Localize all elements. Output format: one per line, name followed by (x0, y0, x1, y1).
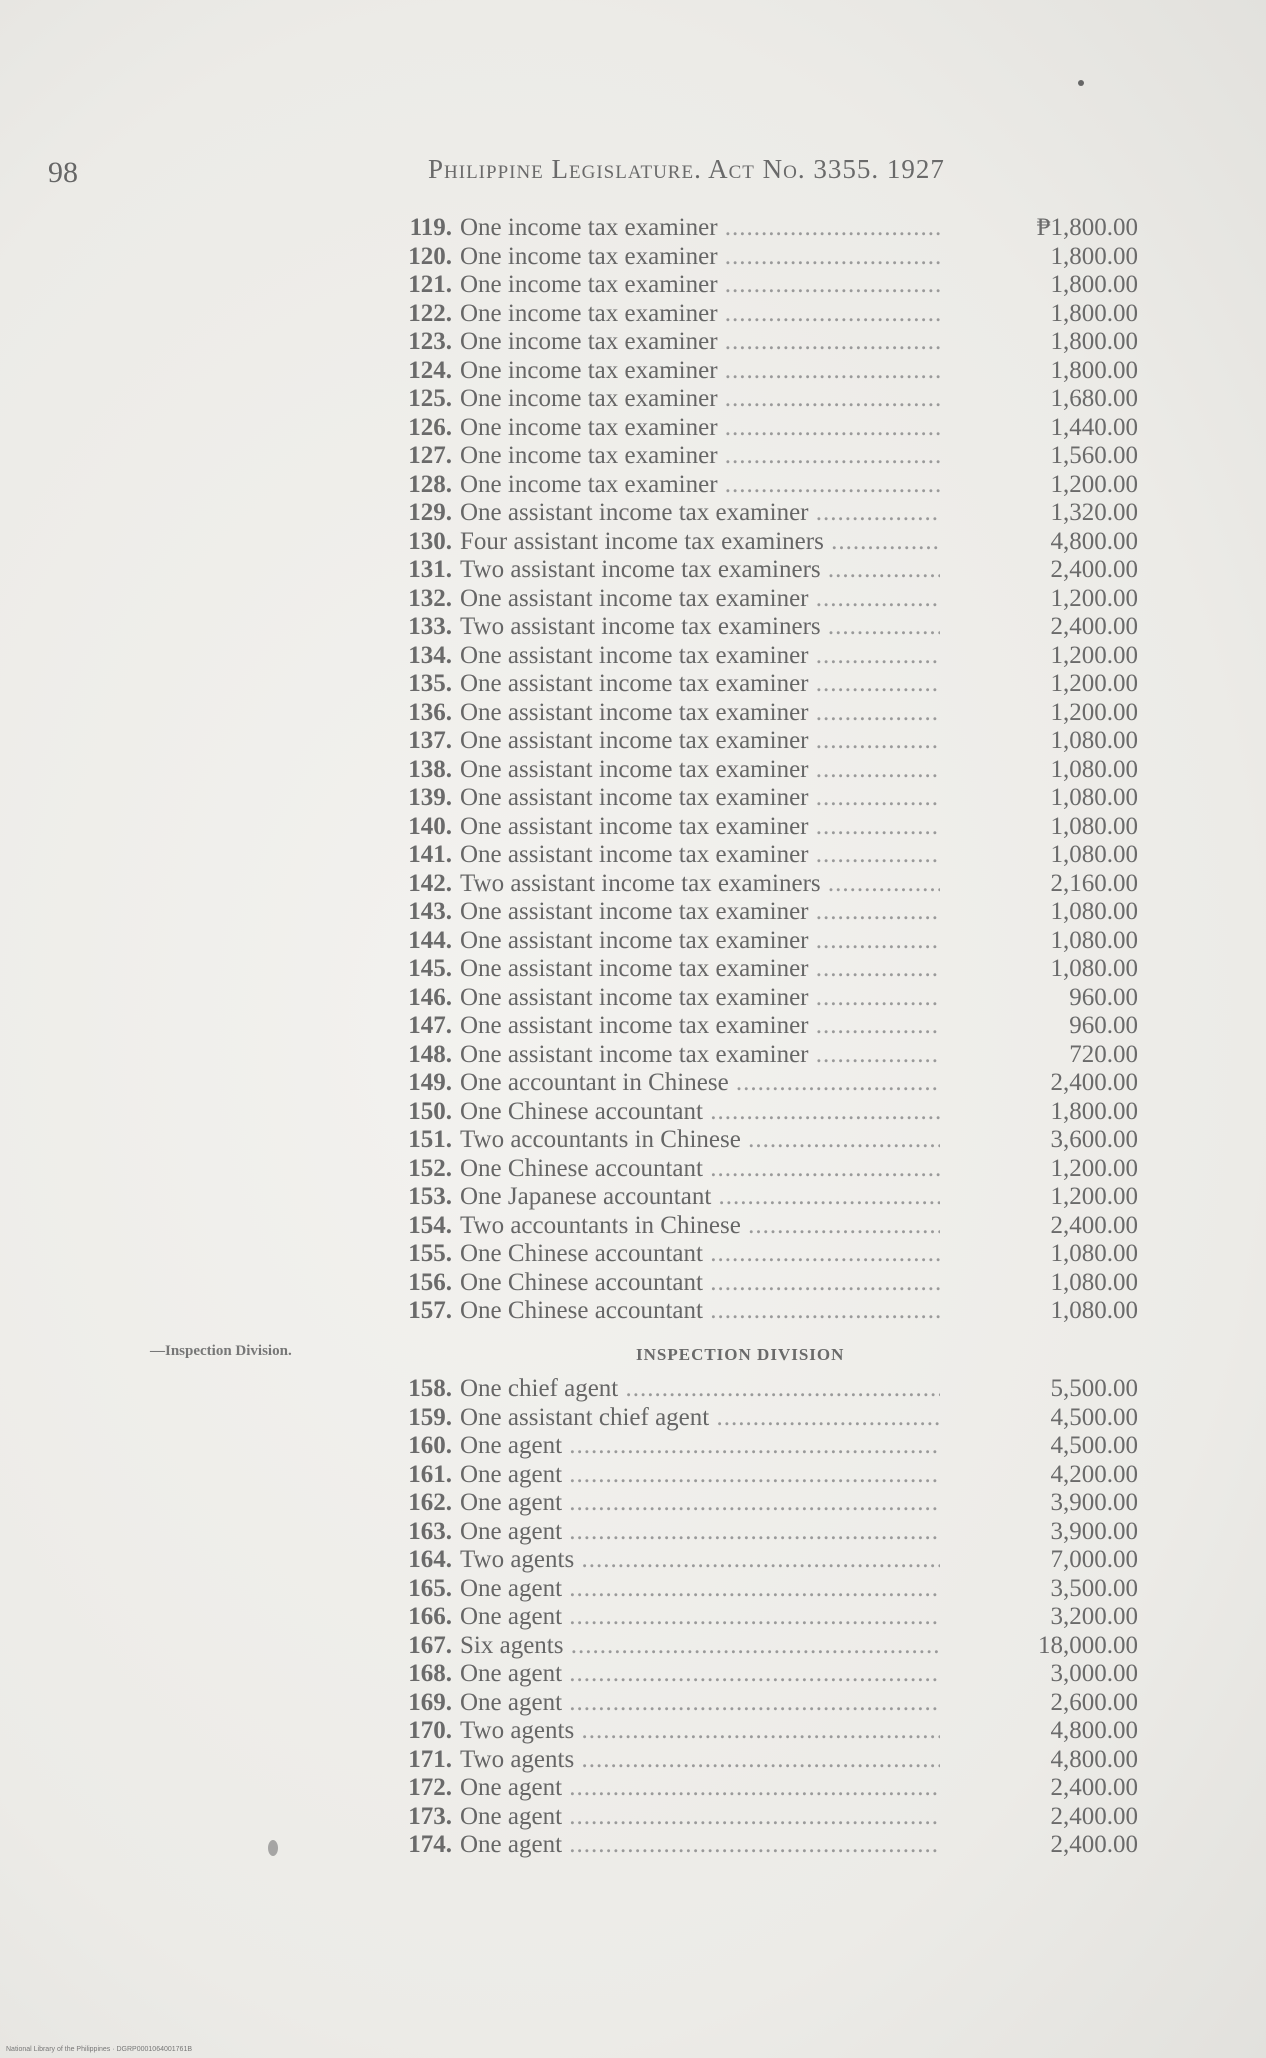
item-number: 135. (408, 670, 452, 697)
item-description: Two assistant income tax examiners ..... (460, 556, 940, 585)
appropriation-row (380, 1432, 1160, 1461)
item-amount: 1,200.00 (1050, 1183, 1138, 1210)
appropriation-row (380, 214, 1160, 243)
appropriation-row (380, 471, 1160, 500)
appropriation-row (380, 1746, 1160, 1775)
income-tax-item-list (380, 214, 1160, 1326)
item-amount: 2,400.00 (1050, 556, 1138, 583)
item-amount: 4,800.00 (1050, 1745, 1138, 1773)
item-description: Two agents ..... (460, 1746, 940, 1775)
item-number: 161. (408, 1460, 452, 1488)
item-number: 157. (408, 1297, 452, 1324)
appropriation-row (380, 1041, 1160, 1070)
item-number: 159. (408, 1403, 452, 1431)
item-amount: 960.00 (1069, 1012, 1138, 1039)
item-number: 150. (408, 1097, 452, 1125)
item-number: 173. (408, 1802, 452, 1830)
appropriation-row (380, 1126, 1160, 1155)
item-description: One assistant income tax examiner ..... (460, 670, 940, 699)
item-description: One assistant income tax examiner ..... (460, 927, 940, 956)
item-description: One agent ..... (460, 1689, 940, 1718)
item-number: 138. (408, 755, 452, 783)
item-description: One agent ..... (460, 1803, 940, 1832)
item-amount: 1,080.00 (1050, 812, 1138, 840)
item-description: One assistant income tax examiner ..... (460, 727, 940, 756)
item-amount: 1,200.00 (1050, 698, 1138, 726)
item-number: 122. (408, 299, 452, 327)
item-amount: 4,500.00 (1050, 1432, 1138, 1459)
item-number: 146. (408, 983, 452, 1011)
item-description: One Chinese accountant ..... (460, 1269, 940, 1298)
item-amount: 4,200.00 (1050, 1460, 1138, 1488)
item-amount: 1,080.00 (1050, 784, 1138, 811)
item-description: Two agents ..... (460, 1717, 940, 1746)
item-number: 139. (408, 784, 452, 811)
item-number: 165. (408, 1574, 452, 1602)
item-number: 174. (408, 1831, 452, 1858)
item-amount: 1,080.00 (1050, 1240, 1138, 1267)
item-amount: 1,080.00 (1050, 955, 1138, 982)
item-amount: 3,200.00 (1050, 1603, 1138, 1630)
item-amount: 2,400.00 (1050, 1774, 1138, 1801)
item-description: Two agents ..... (460, 1546, 940, 1575)
margin-note: —Inspection Division. (150, 1343, 292, 1359)
appropriation-row (380, 1212, 1160, 1241)
item-number: 140. (408, 812, 452, 840)
item-amount: 3,000.00 (1050, 1660, 1138, 1687)
item-number: 132. (408, 584, 452, 612)
item-number: 162. (408, 1489, 452, 1516)
item-description: Two assistant income tax examiners ..... (460, 870, 940, 899)
page-number: 98 (48, 156, 78, 189)
item-amount: 1,080.00 (1050, 926, 1138, 954)
appropriation-row (380, 1269, 1160, 1298)
appropriation-row (380, 870, 1160, 899)
item-description: One assistant income tax examiner ..... (460, 1012, 940, 1041)
item-description: One Japanese accountant ..... (460, 1183, 940, 1212)
item-number: 164. (408, 1546, 452, 1573)
item-amount: 1,440.00 (1050, 413, 1138, 441)
item-description: One assistant income tax examiner ..... (460, 898, 940, 927)
item-description: One assistant income tax examiner ..... (460, 841, 940, 870)
item-description: One accountant in Chinese ..... (460, 1069, 940, 1098)
appropriation-row (380, 784, 1160, 813)
appropriation-row (380, 1575, 1160, 1604)
item-description: Two accountants in Chinese ..... (460, 1126, 940, 1155)
item-number: 158. (408, 1375, 452, 1402)
item-description: One income tax examiner ..... (460, 214, 940, 243)
item-description: One agent ..... (460, 1489, 940, 1518)
appropriation-row (380, 499, 1160, 528)
item-number: 130. (408, 527, 452, 555)
item-description: One assistant income tax examiner ..... (460, 699, 940, 728)
appropriation-row (380, 1461, 1160, 1490)
item-number: 134. (408, 641, 452, 669)
item-amount: 4,500.00 (1050, 1403, 1138, 1431)
item-description: One income tax examiner ..... (460, 300, 940, 329)
appropriation-row (380, 300, 1160, 329)
item-number: 155. (408, 1240, 452, 1267)
appropriation-row (380, 385, 1160, 414)
item-number: 141. (408, 841, 452, 868)
item-description: Two assistant income tax examiners ..... (460, 613, 940, 642)
item-amount: 1,560.00 (1050, 442, 1138, 469)
appropriation-row (380, 357, 1160, 386)
item-amount: 1,200.00 (1050, 1154, 1138, 1182)
item-amount: 1,080.00 (1050, 1268, 1138, 1296)
item-description: One agent ..... (460, 1518, 940, 1547)
item-number: 151. (408, 1126, 452, 1153)
item-amount: 1,800.00 (1050, 299, 1138, 327)
item-number: 171. (408, 1745, 452, 1773)
item-description: One income tax examiner ..... (460, 271, 940, 300)
item-description: One Chinese accountant ..... (460, 1098, 940, 1127)
item-amount: 1,800.00 (1050, 271, 1138, 298)
appropriation-row (380, 1660, 1160, 1689)
item-number: 131. (408, 556, 452, 583)
appropriation-row (380, 1774, 1160, 1803)
appropriation-row (380, 1489, 1160, 1518)
item-description: One assistant income tax examiner ..... (460, 499, 940, 528)
item-description: One income tax examiner ..... (460, 471, 940, 500)
item-description: One Chinese accountant ..... (460, 1297, 940, 1326)
item-description: One assistant chief agent ..... (460, 1404, 940, 1433)
item-description: One income tax examiner ..... (460, 442, 940, 471)
appropriation-row (380, 841, 1160, 870)
item-number: 137. (408, 727, 452, 754)
item-number: 166. (408, 1603, 452, 1630)
item-number: 119. (409, 214, 452, 241)
item-description: One chief agent ..... (460, 1375, 940, 1404)
item-amount: 4,800.00 (1050, 527, 1138, 555)
appropriation-row (380, 585, 1160, 614)
item-amount: 1,320.00 (1050, 499, 1138, 526)
item-amount: 1,800.00 (1050, 1097, 1138, 1125)
appropriation-row (380, 1404, 1160, 1433)
appropriation-row (380, 243, 1160, 272)
item-amount: 1,080.00 (1050, 898, 1138, 925)
item-description: One income tax examiner ..... (460, 357, 940, 386)
item-description: One agent ..... (460, 1660, 940, 1689)
item-amount: 1,200.00 (1050, 470, 1138, 498)
item-number: 168. (408, 1660, 452, 1687)
item-amount: 2,400.00 (1050, 1802, 1138, 1830)
appropriation-row (380, 927, 1160, 956)
item-description: One income tax examiner ..... (460, 385, 940, 414)
item-description: Two accountants in Chinese ..... (460, 1212, 940, 1241)
item-amount: 2,400.00 (1050, 1211, 1138, 1239)
item-amount: 2,400.00 (1050, 1069, 1138, 1096)
item-description: One agent ..... (460, 1575, 940, 1604)
item-number: 127. (408, 442, 452, 469)
item-number: 149. (408, 1069, 452, 1096)
appropriation-row (380, 1689, 1160, 1718)
appropriation-row (380, 670, 1160, 699)
appropriation-row (380, 1375, 1160, 1404)
item-description: One income tax examiner ..... (460, 243, 940, 272)
item-description: One income tax examiner ..... (460, 414, 940, 443)
item-description: One assistant income tax examiner ..... (460, 813, 940, 842)
item-number: 172. (408, 1774, 452, 1801)
item-amount: 4,800.00 (1050, 1717, 1138, 1744)
item-description: One assistant income tax examiner ..... (460, 955, 940, 984)
item-amount: 7,000.00 (1050, 1546, 1138, 1573)
item-number: 153. (408, 1183, 452, 1210)
inspection-item-list (380, 1375, 1160, 1860)
item-description: One agent ..... (460, 1774, 940, 1803)
item-number: 125. (408, 385, 452, 412)
item-number: 142. (408, 869, 452, 897)
item-description: One agent ..... (460, 1461, 940, 1490)
item-description: One Chinese accountant ..... (460, 1155, 940, 1184)
appropriation-row (380, 613, 1160, 642)
item-number: 170. (408, 1717, 452, 1744)
item-number: 133. (408, 613, 452, 640)
item-amount: 2,160.00 (1050, 869, 1138, 897)
item-amount: 2,600.00 (1050, 1688, 1138, 1716)
item-amount: 3,900.00 (1050, 1489, 1138, 1516)
appropriation-row (380, 699, 1160, 728)
item-number: 145. (408, 955, 452, 982)
item-number: 163. (408, 1517, 452, 1545)
appropriation-row (380, 414, 1160, 443)
item-number: 120. (408, 242, 452, 270)
item-description: Four assistant income tax examiners ..... (460, 528, 940, 557)
appropriation-row (380, 271, 1160, 300)
item-number: 124. (408, 356, 452, 384)
item-amount: 720.00 (1069, 1040, 1138, 1068)
appropriation-row (380, 1098, 1160, 1127)
appropriation-row (380, 442, 1160, 471)
item-amount: 1,080.00 (1050, 755, 1138, 783)
appropriation-row (380, 1240, 1160, 1269)
appropriation-row (380, 528, 1160, 557)
item-amount: 1,200.00 (1050, 670, 1138, 697)
appropriation-row (380, 1632, 1160, 1661)
item-amount: 1,080.00 (1050, 841, 1138, 868)
item-description: Six agents ..... (460, 1632, 940, 1661)
item-description: One income tax examiner ..... (460, 328, 940, 357)
item-number: 128. (408, 470, 452, 498)
appropriation-row (380, 1803, 1160, 1832)
appropriation-row (380, 756, 1160, 785)
item-description: One assistant income tax examiner ..... (460, 984, 940, 1013)
appropriation-row (380, 1546, 1160, 1575)
item-number: 121. (408, 271, 452, 298)
appropriation-row (380, 1518, 1160, 1547)
item-amount: 3,600.00 (1050, 1126, 1138, 1153)
item-amount: 1,200.00 (1050, 584, 1138, 612)
item-number: 147. (408, 1012, 452, 1039)
item-amount: 2,400.00 (1050, 1831, 1138, 1858)
appropriation-row (380, 328, 1160, 357)
item-amount: ₱1,800.00 (1036, 214, 1138, 241)
running-head: Philippine Legislature. Act No. 3355. 1927 (428, 154, 945, 184)
speck-mark (1078, 80, 1084, 86)
item-number: 169. (408, 1688, 452, 1716)
item-description: One agent ..... (460, 1831, 940, 1860)
item-amount: 960.00 (1069, 983, 1138, 1011)
item-number: 148. (408, 1040, 452, 1068)
item-description: One Chinese accountant ..... (460, 1240, 940, 1269)
item-description: One assistant income tax examiner ..... (460, 756, 940, 785)
section-heading: INSPECTION DIVISION (636, 1345, 845, 1364)
item-description: One assistant income tax examiner ..... (460, 585, 940, 614)
item-number: 126. (408, 413, 452, 441)
item-number: 136. (408, 698, 452, 726)
item-number: 160. (408, 1432, 452, 1459)
appropriation-row (380, 898, 1160, 927)
item-number: 123. (408, 328, 452, 355)
item-amount: 3,500.00 (1050, 1574, 1138, 1602)
appropriation-row (380, 1155, 1160, 1184)
item-amount: 3,900.00 (1050, 1517, 1138, 1545)
item-description: One agent ..... (460, 1603, 940, 1632)
smudge-mark (268, 1840, 278, 1856)
appropriation-row (380, 642, 1160, 671)
appropriation-row (380, 1069, 1160, 1098)
item-amount: 1,680.00 (1050, 385, 1138, 412)
item-number: 152. (408, 1154, 452, 1182)
appropriation-row (380, 1831, 1160, 1860)
appropriation-row (380, 727, 1160, 756)
item-number: 143. (408, 898, 452, 925)
item-amount: 1,080.00 (1050, 727, 1138, 754)
item-amount: 2,400.00 (1050, 613, 1138, 640)
item-amount: 5,500.00 (1050, 1375, 1138, 1402)
item-amount: 1,200.00 (1050, 641, 1138, 669)
appropriation-row (380, 1012, 1160, 1041)
appropriation-row (380, 955, 1160, 984)
item-number: 144. (408, 926, 452, 954)
appropriation-row (380, 1717, 1160, 1746)
item-description: One assistant income tax examiner ..... (460, 784, 940, 813)
appropriation-row (380, 1297, 1160, 1326)
item-description: One assistant income tax examiner ..... (460, 1041, 940, 1070)
appropriation-row (380, 984, 1160, 1013)
item-amount: 18,000.00 (1038, 1631, 1138, 1659)
item-description: One assistant income tax examiner ..... (460, 642, 940, 671)
footer-credit: National Library of the Philippines · DGRP0001064001761B (6, 2046, 193, 2053)
item-number: 167. (408, 1631, 452, 1659)
appropriation-row (380, 556, 1160, 585)
item-amount: 1,800.00 (1050, 328, 1138, 355)
item-number: 156. (408, 1268, 452, 1296)
item-number: 129. (408, 499, 452, 526)
appropriation-row (380, 1183, 1160, 1212)
appropriation-row (380, 813, 1160, 842)
item-amount: 1,080.00 (1050, 1297, 1138, 1324)
item-amount: 1,800.00 (1050, 356, 1138, 384)
item-amount: 1,800.00 (1050, 242, 1138, 270)
appropriation-row (380, 1603, 1160, 1632)
item-description: One agent ..... (460, 1432, 940, 1461)
item-number: 154. (408, 1211, 452, 1239)
